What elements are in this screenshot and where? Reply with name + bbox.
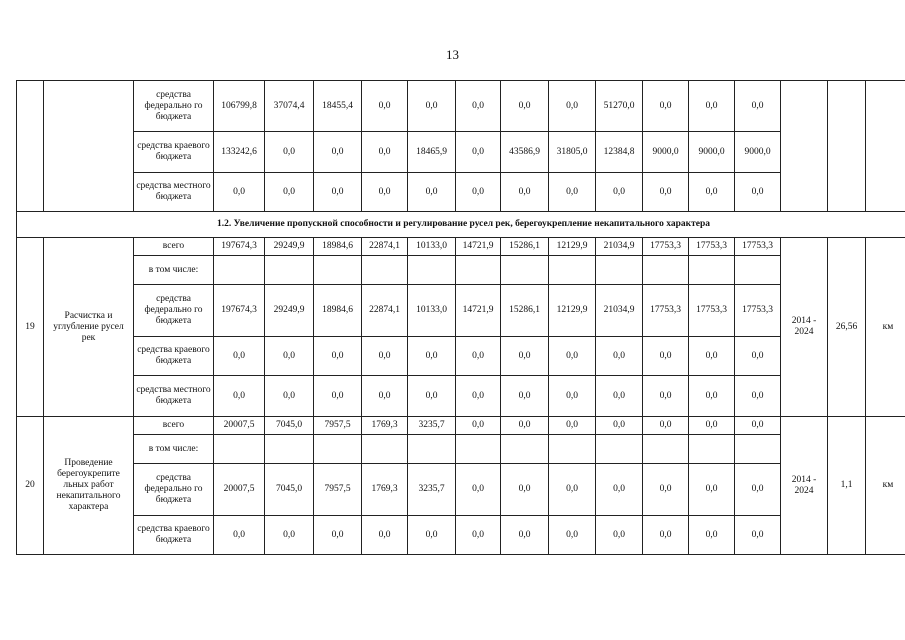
- value-cell: [456, 256, 501, 285]
- value-cell: 0,0: [362, 337, 408, 376]
- value-cell: 0,0: [596, 376, 643, 417]
- value-cell: 1769,3: [362, 464, 408, 516]
- table-row: [17, 285, 905, 337]
- value-cell: 0,0: [501, 417, 549, 435]
- value-cell: 0,0: [689, 417, 735, 435]
- value-cell: 18455,4: [314, 81, 362, 132]
- budget-table-body: [17, 81, 905, 555]
- value-cell: 15286,1: [501, 238, 549, 256]
- value-cell: 0,0: [265, 337, 314, 376]
- value-cell: 0,0: [362, 173, 408, 212]
- value-cell: 17753,3: [643, 285, 689, 337]
- value-cell: 7045,0: [265, 464, 314, 516]
- funding-source-label: всего: [134, 238, 214, 256]
- value-cell: 197674,3: [214, 285, 265, 337]
- value-cell: 0,0: [408, 173, 456, 212]
- value-cell: [265, 256, 314, 285]
- value-cell: 0,0: [456, 464, 501, 516]
- value-cell: 0,0: [643, 81, 689, 132]
- value-cell: 0,0: [596, 516, 643, 555]
- value-cell: 0,0: [549, 337, 596, 376]
- value-cell: 51270,0: [596, 81, 643, 132]
- value-cell: 0,0: [362, 132, 408, 173]
- value-cell: 0,0: [735, 464, 781, 516]
- funding-source-label: средства федерально го бюджета: [134, 81, 214, 132]
- item-unit: км: [866, 238, 905, 417]
- section-title: 1.2. Увеличение пропускной способности и регулирование русел рек, берегоукрепление некапитального характера: [17, 212, 905, 238]
- funding-source-label: средства федерально го бюджета: [134, 464, 214, 516]
- value-cell: 0,0: [214, 337, 265, 376]
- value-cell: 37074,4: [265, 81, 314, 132]
- value-cell: 0,0: [643, 376, 689, 417]
- value-cell: [689, 256, 735, 285]
- table-row: [17, 417, 905, 435]
- value-cell: 9000,0: [643, 132, 689, 173]
- funding-source-label: средства краевого бюджета: [134, 132, 214, 173]
- item-quantity: 1,1: [828, 417, 866, 555]
- value-cell: 0,0: [689, 173, 735, 212]
- value-cell: 14721,9: [456, 285, 501, 337]
- value-cell: 29249,9: [265, 285, 314, 337]
- section-row: [17, 212, 905, 238]
- value-cell: 0,0: [314, 337, 362, 376]
- value-cell: 0,0: [643, 417, 689, 435]
- value-cell: 0,0: [408, 376, 456, 417]
- value-cell: 0,0: [735, 81, 781, 132]
- value-cell: 0,0: [643, 173, 689, 212]
- value-cell: [362, 256, 408, 285]
- value-cell: [549, 435, 596, 464]
- value-cell: 20007,5: [214, 464, 265, 516]
- value-cell: [214, 256, 265, 285]
- table-row: [17, 173, 905, 212]
- value-cell: 0,0: [456, 516, 501, 555]
- item-name: Расчистка и углубление русел рек: [44, 238, 134, 417]
- value-cell: 0,0: [456, 132, 501, 173]
- value-cell: 12384,8: [596, 132, 643, 173]
- item-quantity: 26,56: [828, 238, 866, 417]
- value-cell: 0,0: [501, 516, 549, 555]
- value-cell: 0,0: [596, 337, 643, 376]
- value-cell: 3235,7: [408, 464, 456, 516]
- value-cell: 9000,0: [735, 132, 781, 173]
- value-cell: 0,0: [314, 132, 362, 173]
- value-cell: [408, 256, 456, 285]
- value-cell: [643, 435, 689, 464]
- value-cell: 0,0: [643, 516, 689, 555]
- value-cell: 0,0: [362, 516, 408, 555]
- value-cell: 0,0: [456, 417, 501, 435]
- value-cell: [549, 256, 596, 285]
- value-cell: 0,0: [314, 173, 362, 212]
- value-cell: 0,0: [735, 337, 781, 376]
- value-cell: 0,0: [501, 337, 549, 376]
- value-cell: 0,0: [214, 173, 265, 212]
- value-cell: 0,0: [549, 376, 596, 417]
- value-cell: 0,0: [362, 81, 408, 132]
- value-cell: 0,0: [735, 173, 781, 212]
- funding-source-label: в том числе:: [134, 256, 214, 285]
- funding-source-label: средства краевого бюджета: [134, 516, 214, 555]
- value-cell: 0,0: [314, 376, 362, 417]
- item-name: Проведение берегоукрепите льных работ некапитального характера: [44, 417, 134, 555]
- value-cell: [643, 256, 689, 285]
- empty-quantity-cell: [828, 81, 866, 212]
- table-row: [17, 464, 905, 516]
- value-cell: 14721,9: [456, 238, 501, 256]
- value-cell: 0,0: [265, 516, 314, 555]
- value-cell: 21034,9: [596, 285, 643, 337]
- value-cell: 0,0: [549, 173, 596, 212]
- value-cell: 18984,6: [314, 285, 362, 337]
- table-row: [17, 81, 905, 132]
- value-cell: 0,0: [265, 376, 314, 417]
- value-cell: [501, 435, 549, 464]
- value-cell: 17753,3: [735, 238, 781, 256]
- value-cell: 133242,6: [214, 132, 265, 173]
- value-cell: 0,0: [265, 132, 314, 173]
- value-cell: 0,0: [456, 337, 501, 376]
- value-cell: 15286,1: [501, 285, 549, 337]
- value-cell: 20007,5: [214, 417, 265, 435]
- value-cell: 0,0: [501, 81, 549, 132]
- value-cell: [408, 435, 456, 464]
- value-cell: 7957,5: [314, 417, 362, 435]
- value-cell: 10133,0: [408, 238, 456, 256]
- value-cell: 0,0: [643, 464, 689, 516]
- value-cell: 0,0: [265, 173, 314, 212]
- item-unit: км: [866, 417, 905, 555]
- item-number: 20: [17, 417, 44, 555]
- table-row: [17, 516, 905, 555]
- value-cell: 7957,5: [314, 464, 362, 516]
- table-row: [17, 376, 905, 417]
- budget-table: [16, 80, 905, 555]
- value-cell: [689, 435, 735, 464]
- value-cell: 21034,9: [596, 238, 643, 256]
- funding-source-label: всего: [134, 417, 214, 435]
- value-cell: 0,0: [549, 81, 596, 132]
- value-cell: [314, 435, 362, 464]
- value-cell: 197674,3: [214, 238, 265, 256]
- value-cell: 22874,1: [362, 285, 408, 337]
- value-cell: 0,0: [501, 464, 549, 516]
- value-cell: 0,0: [735, 417, 781, 435]
- value-cell: 17753,3: [735, 285, 781, 337]
- value-cell: 0,0: [689, 516, 735, 555]
- table-row: [17, 337, 905, 376]
- table-row: [17, 132, 905, 173]
- value-cell: [456, 435, 501, 464]
- value-cell: 0,0: [689, 376, 735, 417]
- value-cell: 0,0: [456, 376, 501, 417]
- value-cell: 0,0: [549, 464, 596, 516]
- value-cell: 0,0: [314, 516, 362, 555]
- value-cell: 0,0: [501, 376, 549, 417]
- value-cell: [265, 435, 314, 464]
- table-row: [17, 435, 905, 464]
- value-cell: 0,0: [735, 376, 781, 417]
- empty-period-cell: [781, 81, 828, 212]
- value-cell: 0,0: [596, 464, 643, 516]
- value-cell: 0,0: [596, 417, 643, 435]
- item-number: 19: [17, 238, 44, 417]
- value-cell: 18984,6: [314, 238, 362, 256]
- value-cell: 0,0: [214, 516, 265, 555]
- empty-number-cell: [17, 81, 44, 212]
- value-cell: 17753,3: [689, 285, 735, 337]
- value-cell: 1769,3: [362, 417, 408, 435]
- value-cell: 0,0: [735, 516, 781, 555]
- value-cell: 0,0: [643, 337, 689, 376]
- value-cell: [314, 256, 362, 285]
- funding-source-label: в том числе:: [134, 435, 214, 464]
- value-cell: 0,0: [456, 173, 501, 212]
- value-cell: 106799,8: [214, 81, 265, 132]
- empty-name-cell: [44, 81, 134, 212]
- item-period: 2014 - 2024: [781, 417, 828, 555]
- table-row: [17, 256, 905, 285]
- value-cell: [735, 435, 781, 464]
- table-row: [17, 238, 905, 256]
- value-cell: 10133,0: [408, 285, 456, 337]
- value-cell: 0,0: [596, 173, 643, 212]
- value-cell: 0,0: [456, 81, 501, 132]
- page-number: 13: [446, 47, 459, 62]
- empty-unit-cell: [866, 81, 905, 212]
- value-cell: 0,0: [689, 337, 735, 376]
- value-cell: 7045,0: [265, 417, 314, 435]
- value-cell: 12129,9: [549, 238, 596, 256]
- funding-source-label: средства федерально го бюджета: [134, 285, 214, 337]
- funding-source-label: средства местного бюджета: [134, 376, 214, 417]
- value-cell: 0,0: [408, 337, 456, 376]
- value-cell: 0,0: [408, 81, 456, 132]
- value-cell: [596, 256, 643, 285]
- value-cell: 0,0: [408, 516, 456, 555]
- funding-source-label: средства местного бюджета: [134, 173, 214, 212]
- item-period: 2014 - 2024: [781, 238, 828, 417]
- value-cell: 31805,0: [549, 132, 596, 173]
- value-cell: 0,0: [501, 173, 549, 212]
- value-cell: 0,0: [214, 376, 265, 417]
- value-cell: 17753,3: [643, 238, 689, 256]
- value-cell: [214, 435, 265, 464]
- value-cell: 43586,9: [501, 132, 549, 173]
- value-cell: [501, 256, 549, 285]
- value-cell: 17753,3: [689, 238, 735, 256]
- funding-source-label: средства краевого бюджета: [134, 337, 214, 376]
- value-cell: 0,0: [549, 417, 596, 435]
- value-cell: 0,0: [689, 464, 735, 516]
- value-cell: 3235,7: [408, 417, 456, 435]
- value-cell: 9000,0: [689, 132, 735, 173]
- value-cell: 12129,9: [549, 285, 596, 337]
- value-cell: 18465,9: [408, 132, 456, 173]
- value-cell: [362, 435, 408, 464]
- value-cell: 0,0: [362, 376, 408, 417]
- value-cell: [735, 256, 781, 285]
- value-cell: 22874,1: [362, 238, 408, 256]
- value-cell: [596, 435, 643, 464]
- value-cell: 0,0: [689, 81, 735, 132]
- value-cell: 0,0: [549, 516, 596, 555]
- value-cell: 29249,9: [265, 238, 314, 256]
